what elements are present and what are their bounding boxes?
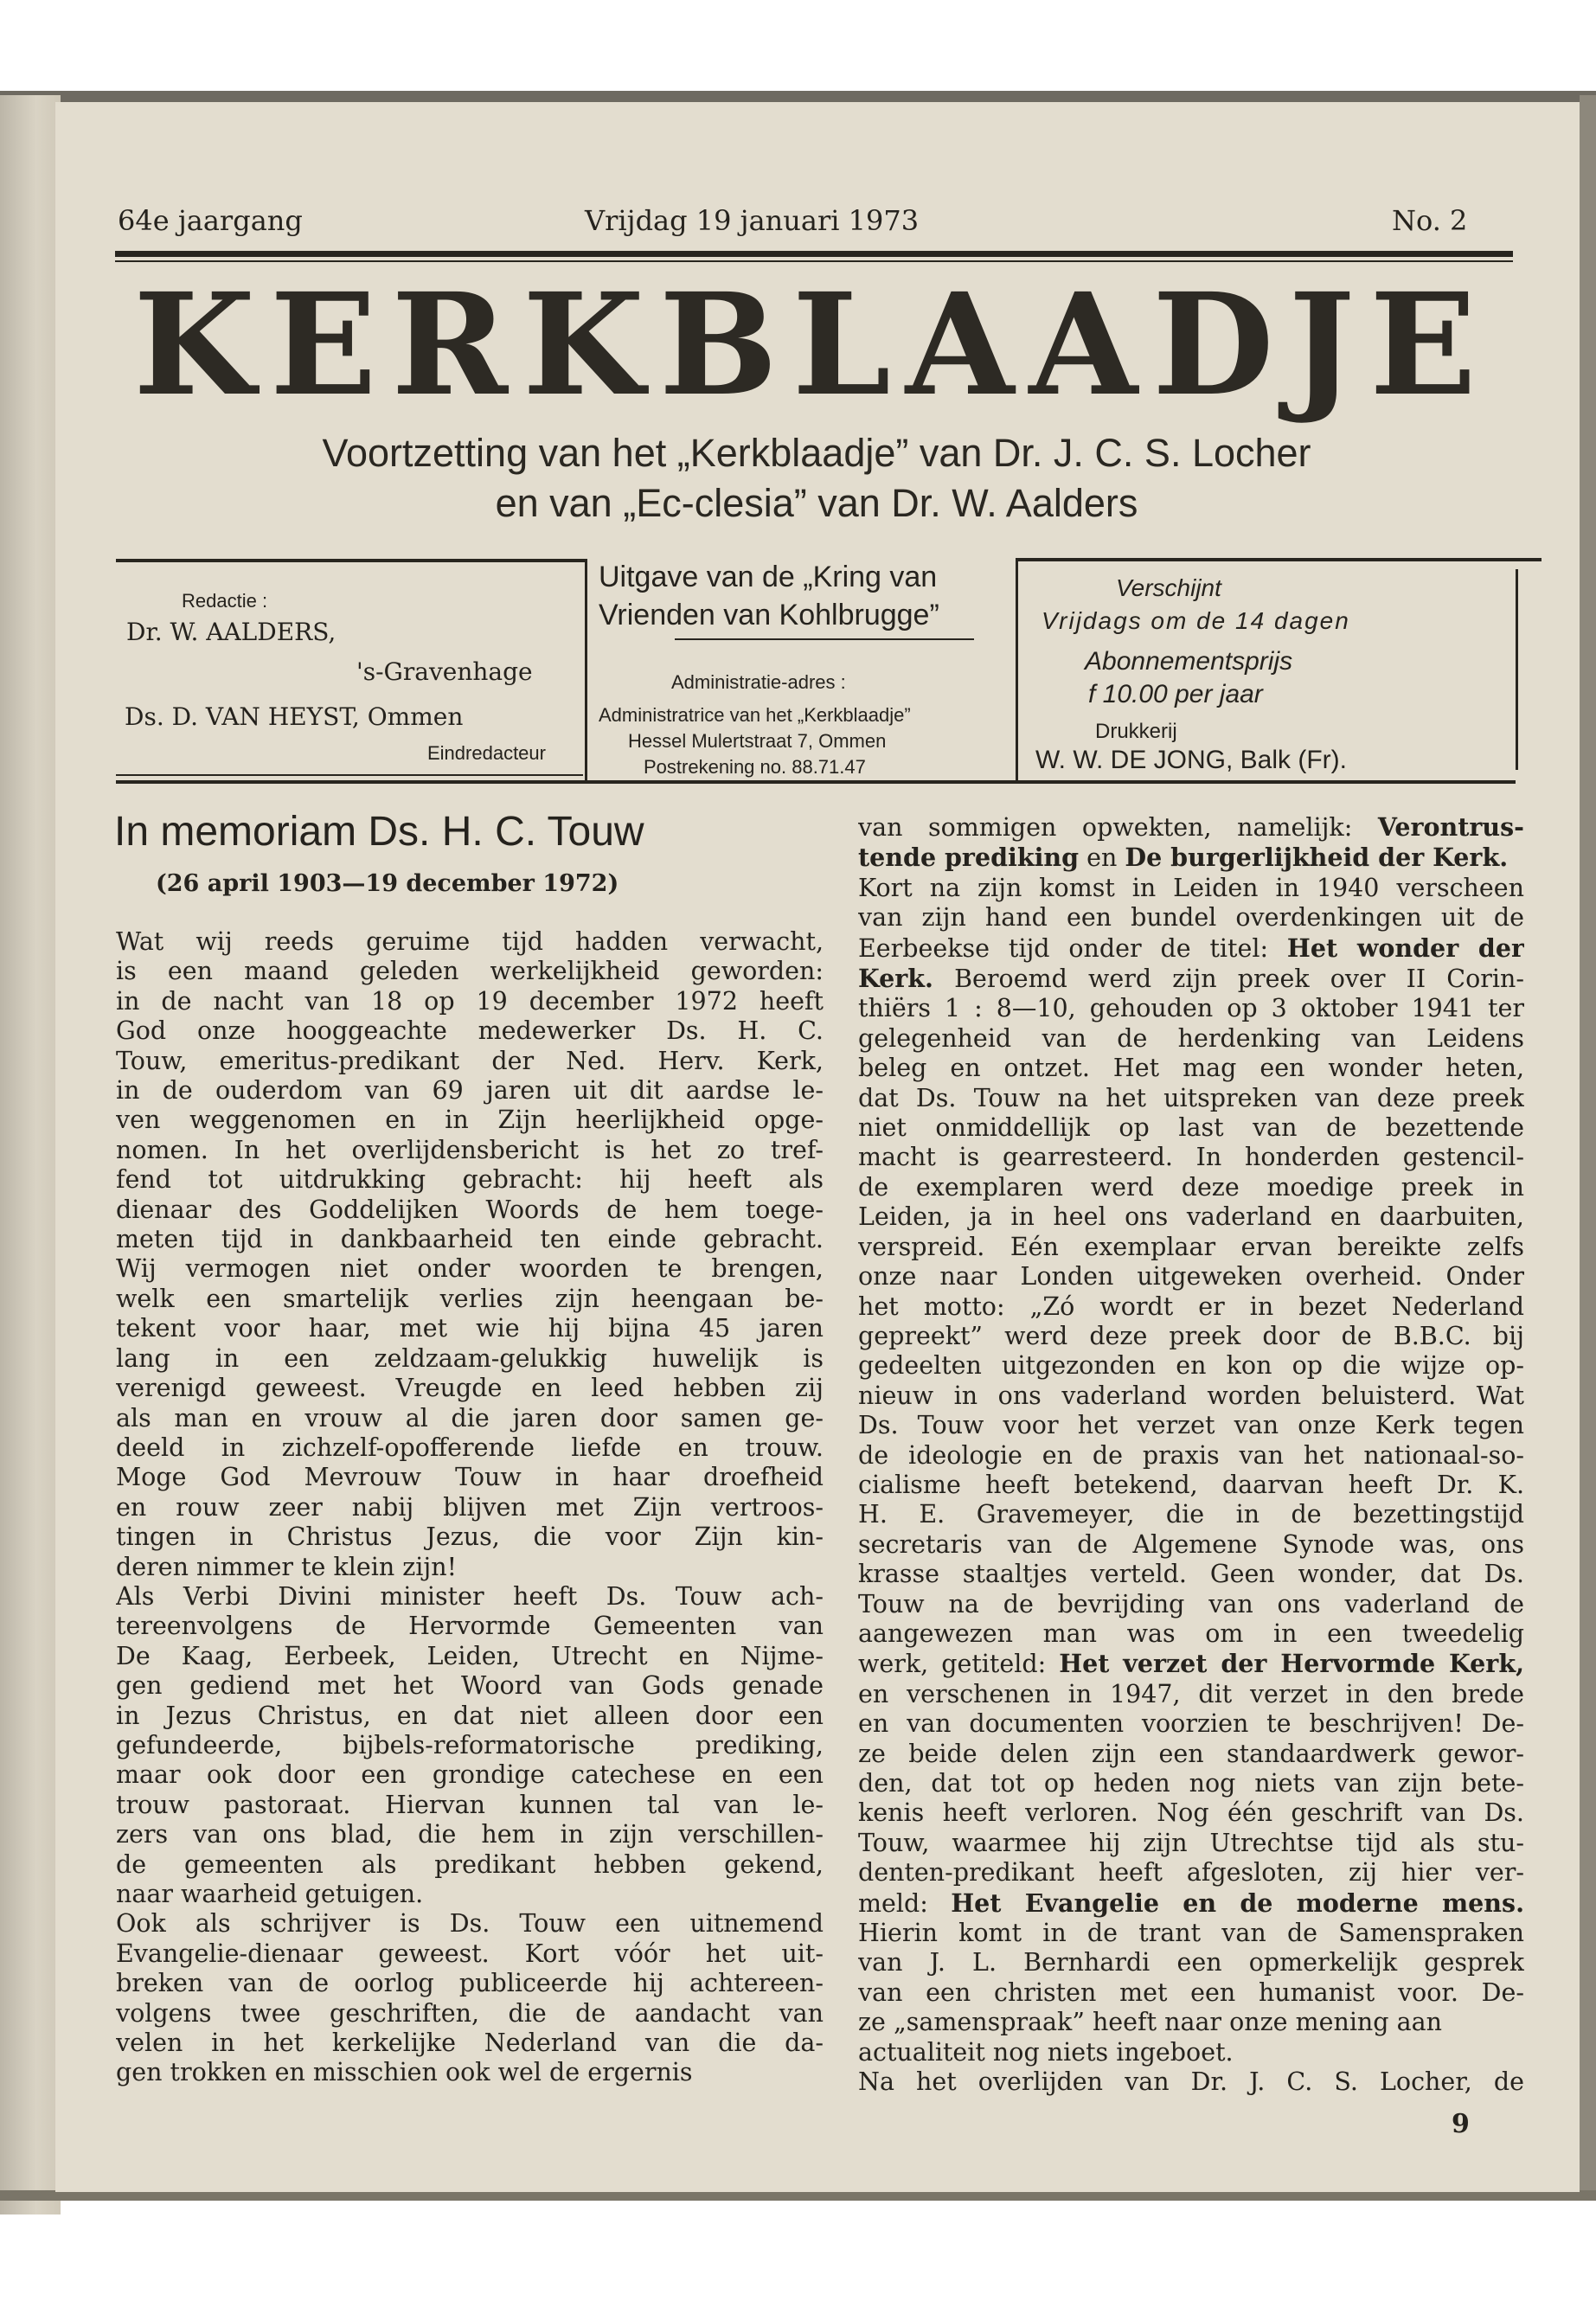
header-rule-thin — [115, 260, 1513, 262]
admin-label: Administratie-adres : — [671, 671, 846, 693]
admin-line-1: Administratrice van het „Kerkblaadje” — [599, 704, 911, 726]
text-line: actualiteit nog niets ingeboet. — [858, 2037, 1234, 2067]
text-line: de exemplaren werd deze moedige preek in — [858, 1172, 1524, 1202]
column-divider-1 — [585, 559, 587, 782]
text-line: aangewezen man was om in een tweedelig — [858, 1618, 1524, 1648]
text-line: kenis heeft verloren. Nog één geschrift van Ds. — [858, 1798, 1524, 1828]
scan-right-edge — [1580, 95, 1596, 2197]
text-line: Hierin komt in de trant van de Samenspraken — [858, 1919, 1524, 1948]
text-line: krasse staaltjes verteld. Geen wonder, dat Ds. — [858, 1560, 1524, 1589]
text-line: en van documenten voorzien te beschrijven! De- — [858, 1709, 1524, 1739]
text-line: tingen in Christus Jezus, die voor Zijn kin- — [116, 1522, 824, 1552]
text-line: tekent voor haar, met wie hij bijna 45 jaren — [116, 1314, 824, 1343]
column-divider-2 — [1016, 558, 1018, 781]
masthead-subtitle-line-2: en van „Ec-clesia” van Dr. W. Aalders — [495, 481, 1138, 525]
publisher-underline — [675, 638, 974, 640]
text-line: Touw na de bevrijding van ons vaderland de — [858, 1589, 1524, 1618]
article-column-2 — [858, 812, 1524, 2097]
text-line: in Jezus Christus, en dat niet alleen door een — [116, 1701, 824, 1730]
bold-title: Het verzet der Hervormde Kerk, — [1059, 1649, 1524, 1679]
redaction-box-top-rule — [116, 559, 585, 562]
text-line: gedeelten uitgezonden en kon op die wijze op- — [858, 1351, 1524, 1381]
text-line: van een christen met een humanist voor. De- — [858, 1977, 1524, 2007]
text-line: secretaris van de Algemene Synode was, ons — [858, 1529, 1524, 1559]
text-line: H. E. Gravemeyer, die in de bezettingstijd — [858, 1500, 1524, 1529]
text-line: de gemeenten als predikant hebben gekend, — [116, 1849, 824, 1879]
masthead-subtitle-line-1: Voortzetting van het „Kerkblaadje” van Dr. J. C. S. Locher — [322, 431, 1311, 475]
text-line: macht is gearresteerd. In honderden gestencil- — [858, 1143, 1524, 1172]
text-line: God onze hooggeachte medewerker Ds. H. C. — [116, 1016, 824, 1046]
text-line: breken van de oorlog publiceerde hij achtereen- — [116, 1969, 824, 1998]
header-rule-thick — [115, 251, 1513, 257]
text-line: Eerbeekse tijd onder de titel: Het wonder der — [858, 933, 1524, 963]
admin-line-2: Hessel Mulertstraat 7, Ommen — [628, 730, 887, 752]
text-line: Touw, emeritus-predikant der Ned. Herv. Kerk, — [116, 1046, 824, 1075]
text-line: deeld in zichzelf-opofferende liefde en trouw. — [116, 1433, 824, 1462]
subscription-box-right-rule — [1516, 569, 1518, 770]
text-line: ze „samenspraak” heeft naar onze mening aan — [858, 2008, 1442, 2037]
text-line: als man en vrouw al die jaren door samen ge- — [116, 1403, 824, 1433]
text-line: lang in een zeldzaam-gelukkig huwelijk is — [116, 1343, 824, 1373]
bold-title: Verontrus- — [1377, 812, 1524, 842]
appears-label: Verschijnt — [1116, 574, 1221, 601]
text-line: nomen. In het overlijdensbericht is het zo tref- — [116, 1135, 824, 1164]
article-column-1 — [116, 927, 824, 2088]
text-line: gepreekt” werd deze preek door de B.B.C. bij — [858, 1321, 1524, 1350]
text-line: zers van ons blad, die hem in zijn verschillen- — [116, 1820, 824, 1849]
text-line: nieuw in ons vaderland worden beluisterd. Wat — [858, 1381, 1524, 1410]
appears-value: Vrijdags om de 14 dagen — [1042, 607, 1350, 634]
masthead-title: KERKBLAADJE — [133, 263, 1491, 427]
volume-label: 64e jaargang — [118, 204, 303, 237]
text-line: gen trokken en misschien ook wel de ergernis — [116, 2058, 693, 2087]
text-line: Moge God Mevrouw Touw in haar droefheid — [116, 1463, 824, 1492]
admin-line-3: Postrekening no. 88.71.47 — [644, 756, 866, 778]
text-line: van sommigen opwekten, namelijk: Verontrus- — [858, 812, 1524, 842]
text-line: De Kaag, Eerbeek, Leiden, Utrecht en Nijme- — [116, 1641, 824, 1670]
price-value: f 10.00 per jaar — [1088, 680, 1263, 708]
text-line: den, dat tot op heden nog niets van zijn bete- — [858, 1769, 1524, 1798]
text-line: maar ook door een grondige catechese en een — [116, 1760, 824, 1790]
text-line: van J. L. Bernhardi een opmerkelijk gesprek — [858, 1948, 1524, 1977]
text-line: en rouw zeer nabij blijven met Zijn vertroos- — [116, 1492, 824, 1522]
issue-number: No. 2 — [1392, 204, 1468, 237]
bold-title: Het wonder der — [1286, 933, 1524, 963]
text-line: deren nimmer te klein zijn! — [116, 1552, 458, 1581]
text-line: Evangelie-dienaar geweest. Kort vóór het uit- — [116, 1939, 824, 1968]
text-line: werk, getiteld: Het verzet der Hervormde Kerk, — [858, 1649, 1524, 1679]
text-line: velen in het kerkelijke Nederland van die da- — [116, 2029, 824, 2058]
text-line: welk een smartelijk verlies zijn heengaan be- — [116, 1284, 824, 1313]
text-line: Kort na zijn komst in Leiden in 1940 verscheen — [858, 873, 1524, 902]
text-line: naar waarheid getuigen. — [116, 1880, 424, 1908]
text-line: Kerk. Beroemd werd zijn preek over II Corin- — [858, 964, 1524, 994]
text-line: onze naar Londen uitgeweken overheid. Onder — [858, 1262, 1524, 1292]
text-line: dienaar des Goddelijken Woords de hem toege- — [116, 1195, 824, 1224]
text-line: fend tot uitdrukking gebracht: hij heeft als — [116, 1165, 824, 1195]
editor-2-role: Eindredacteur — [427, 742, 546, 764]
page-number: 9 — [1452, 2109, 1470, 2139]
text-line: van zijn hand een bundel overdenkingen uit de — [858, 903, 1524, 933]
text-line: meten tijd in dankbaarheid ten einde gebracht. — [116, 1225, 824, 1254]
text-line: en verschenen in 1947, dit verzet in den brede — [858, 1679, 1524, 1708]
bold-title: De burgerlijkheid der Kerk. — [1125, 843, 1509, 873]
price-label: Abonnementsprijs — [1085, 647, 1293, 676]
scan-binding-shadow — [0, 95, 61, 2214]
text-line: ze beide delen zijn een standaardwerk gewor- — [858, 1739, 1524, 1768]
text-line: niet onmiddellijk op last van de bezettende — [858, 1113, 1524, 1143]
article-dates: (26 april 1903—19 december 1972) — [156, 870, 619, 897]
editor-2-name: Ds. D. VAN HEYST, Ommen — [125, 702, 464, 731]
text-line: thiërs 1 : 8—10, gehouden op 3 oktober 1941 ter — [858, 994, 1524, 1023]
publisher-line-1: Uitgave van de „Kring van — [599, 561, 938, 593]
editor-1-name: Dr. W. AALDERS, — [126, 618, 337, 646]
text-line: in de ouderdom van 69 jaren uit dit aardse le- — [116, 1076, 824, 1106]
text-line: ven weggenomen en in Zijn heerlijkheid opge- — [116, 1106, 824, 1135]
bold-title: Kerk. — [858, 964, 933, 994]
text-line: Ook als schrijver is Ds. Touw een uitnemend — [116, 1909, 824, 1939]
info-boxes-bottom-rule — [116, 780, 1516, 784]
text-line: Als Verbi Divini minister heeft Ds. Touw ach- — [116, 1581, 824, 1611]
text-line: verspreid. Eén exemplaar ervan bereikte zelfs — [858, 1232, 1524, 1261]
text-line: Wat wij reeds geruime tijd hadden verwacht, — [116, 927, 824, 956]
publisher-line-2: Vrienden van Kohlbrugge” — [599, 599, 939, 631]
text-line: het motto: „Zó wordt er in bezet Nederland — [858, 1292, 1524, 1321]
text-line: cialisme heeft betekend, daarvan heeft Dr. K. — [858, 1470, 1524, 1499]
text-line: gen gediend met het Woord van Gods genade — [116, 1671, 824, 1701]
text-line: in de nacht van 18 op 19 december 1972 heeft — [116, 986, 824, 1016]
text-line: beleg en ontzet. Het mag een wonder heten, — [858, 1054, 1524, 1083]
text-line: denten-predikant heeft afgesloten, zij hier ver- — [858, 1858, 1524, 1888]
issue-date: Vrijdag 19 januari 1973 — [585, 204, 920, 237]
text-line: Leiden, ja in heel ons vaderland en daarbuiten, — [858, 1202, 1524, 1232]
printer-value: W. W. DE JONG, Balk (Fr). — [1035, 746, 1347, 774]
text-line: volgens twee geschriften, die de aandacht van — [116, 1998, 824, 2028]
text-line: dat Ds. Touw na het uitspreken van deze preek — [858, 1083, 1524, 1112]
newspaper-page — [55, 102, 1580, 2192]
text-line: de ideologie en de praxis van het nationaal-so- — [858, 1440, 1524, 1470]
text-line: trouw pastoraat. Hiervan kunnen tal van le- — [116, 1790, 824, 1819]
bold-title: tende prediking — [858, 843, 1080, 873]
text-line: Ds. Touw voor het verzet van onze Kerk tegen — [858, 1411, 1524, 1440]
text-line: tereenvolgens de Hervormde Gemeenten van — [116, 1612, 824, 1641]
bold-title: Het Evangelie en de moderne mens. — [951, 1888, 1524, 1918]
text-line: Na het overlijden van Dr. J. C. S. Locher, de — [858, 2067, 1524, 2097]
printer-label: Drukkerij — [1095, 720, 1177, 743]
text-line: gelegenheid van de herdenking van Leidens — [858, 1023, 1524, 1053]
text-line: Touw, waarmee hij zijn Utrechtse tijd als stu- — [858, 1828, 1524, 1857]
text-line: verenigd geweest. Vreugde en leed hebben zij — [116, 1374, 824, 1403]
text-line: tende prediking en De burgerlijkheid der Kerk. — [858, 843, 1509, 873]
redaction-box-bottom-thin — [116, 774, 583, 776]
article-title: In memoriam Ds. H. C. Touw — [114, 809, 644, 855]
text-line: Wij vermogen niet onder woorden te brengen, — [116, 1254, 824, 1284]
subscription-box-top-rule — [1016, 558, 1542, 561]
text-line: meld: Het Evangelie en de moderne mens. — [858, 1888, 1524, 1918]
redaction-label: Redactie : — [182, 590, 268, 612]
text-line: gefundeerde, bijbels-reformatorische prediking, — [116, 1730, 824, 1759]
scan-top-edge — [0, 91, 1596, 103]
editor-1-place: 's-Gravenhage — [356, 657, 533, 686]
text-line: is een maand geleden werkelijkheid geworden: — [116, 957, 824, 986]
